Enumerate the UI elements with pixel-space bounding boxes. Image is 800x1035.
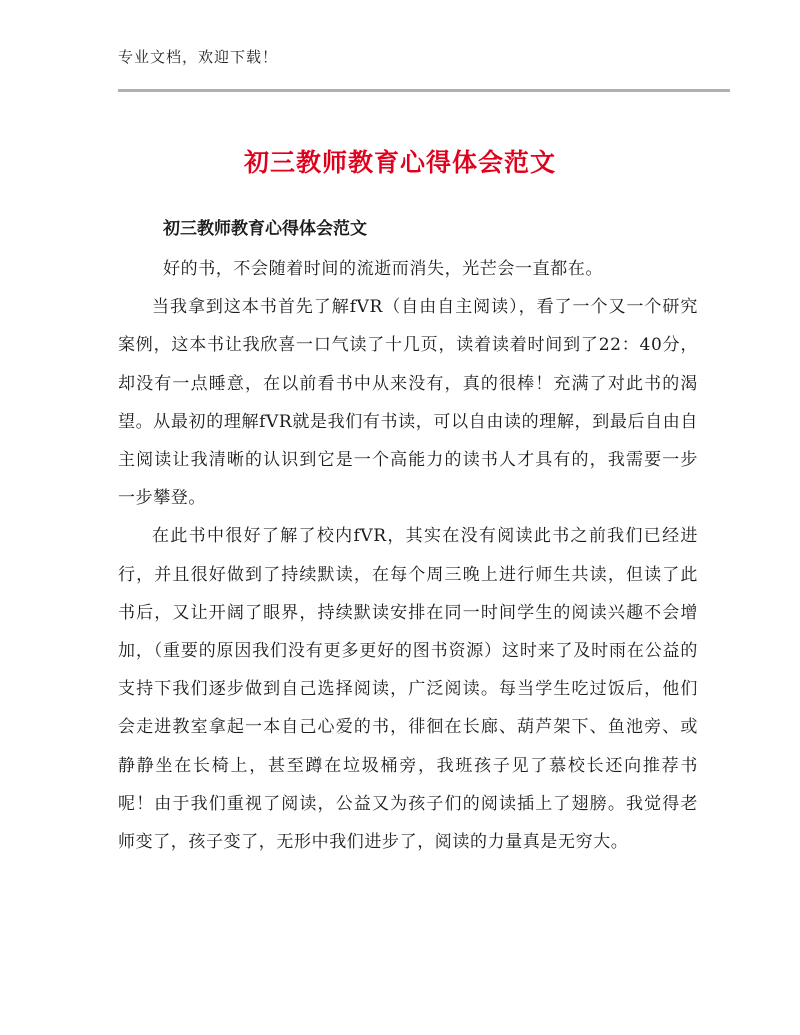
document-body: [118, 214, 698, 861]
header-divider: [118, 89, 730, 92]
page-header-label: 专业文档，欢迎下载！: [118, 48, 279, 66]
paragraph: 在此书中很好了解了校内fVR，其实在没有阅读此书之前我们已经进行，并且很好做到了持续默读，在每个周三晚上进行师生共读，但读了此书后，又让开阔了眼界，持续默读安排在同一时间学生的阅读兴趣不会增加，（重要的原因我们没有更多更好的图书资源）这时来了及时雨在公益的支持下我们逐步做到自己选择阅读，广泛阅读。每当学生吃过饭后，他们会走进教室拿起一本自己心爱的书，徘徊在长廊、葫芦架下、鱼池旁、或静静坐在长椅上，甚至蹲在垃圾桶旁，我班孩子见了慕校长还向推荐书呢！由于我们重视了阅读，公益又为孩子们的阅读插上了翅膀。我觉得老师变了，孩子变了，无形中我们进步了，阅读的力量真是无穷大。: [118, 526, 698, 853]
paragraph: 好的书，不会随着时间的流逝而消失，光芒会一直都在。: [163, 259, 603, 279]
document-title: 初三教师教育心得体会范文: [243, 148, 556, 177]
document-subtitle: 初三教师教育心得体会范文: [163, 219, 367, 239]
paragraph: 当我拿到这本书首先了解fVR（自由自主阅读），看了一个又一个研究案例，这本书让我欣喜一口气读了十几页，读着读着时间到了22：40分，却没有一点睡意，在以前看书中从来没有，真的很棒！充满了对此书的渴望。从最初的理解fVR就是我们有书读，可以自由读的理解，到最后自由自主阅读让我清晰的认识到它是一个高能力的读书人才具有的，我需要一步一步攀登。: [118, 297, 698, 509]
